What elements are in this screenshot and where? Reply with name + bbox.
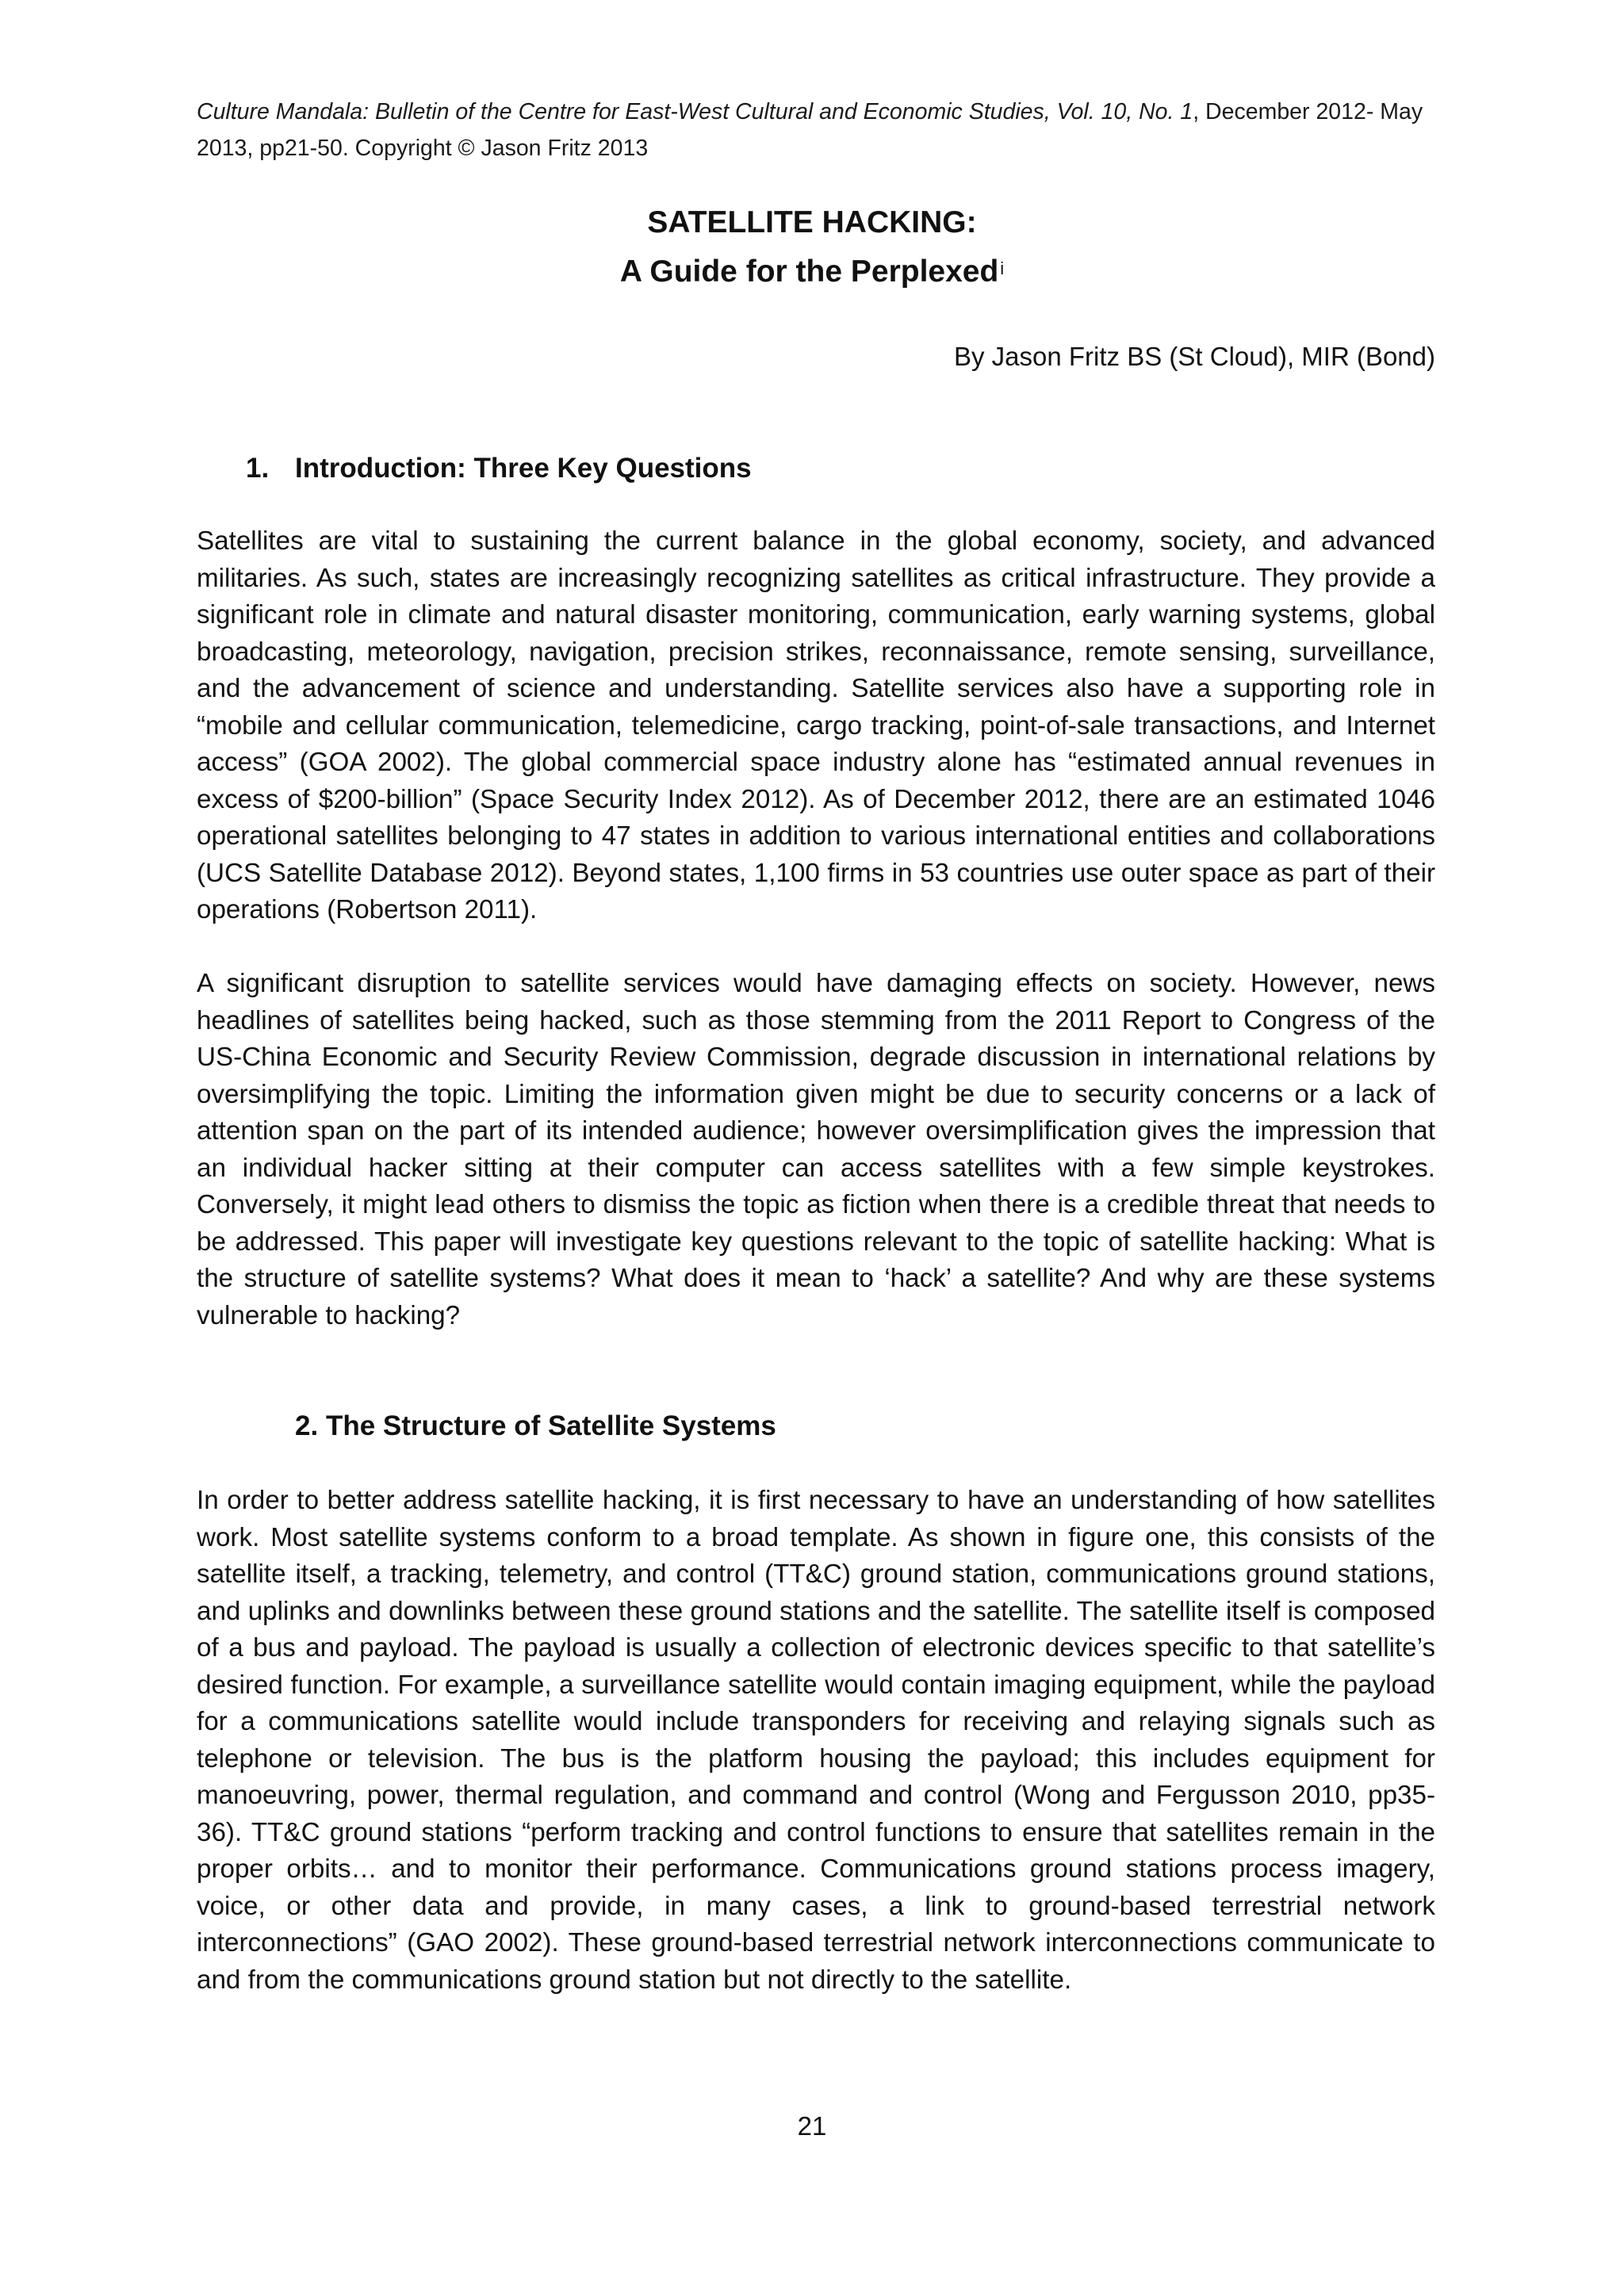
section-1-title: Introduction: Three Key Questions xyxy=(295,453,752,484)
section-1-paragraph-1: Satellites are vital to sustaining the current balance in the global economy, society, and advanced militaries. As such, states are increasingly recognizing satellites as critical infrastructure. They provide a significant role in climate and natural disaster monitoring, communication, early warning systems, global broadcasting, meteorology, navigation, precision strikes, reconnaissance, remote sensing, surveillance, and the advancement of science and understanding. Satellite services also have a supporting role in “mobile and cellular communication, telemedicine, cargo tracking, point-of-sale transactions, and Internet access” (GOA 2002). The global commercial space industry alone has “estimated annual revenues in excess of $200-billion” (Space Security Index 2012). As of December 2012, there are an estimated 1046 operational satellites belonging to 47 states in addition to various international entities and collaborations (UCS Satellite Database 2012). Beyond states, 1,100 firms in 53 countries use outer space as part of their operations (Robertson 2011). xyxy=(197,526,1435,924)
section-2-heading xyxy=(295,1408,776,1445)
section-1-paragraph-2: A significant disruption to satellite services would have damaging effects on society. However, news headlines of satellites being hacked, such as those stemming from the 2011 Report to Congress of the US-China Economic and Security Review Commission, degrade discussion in international relations by oversimplifying the topic. Limiting the information given might be due to security concerns or a lack of attention span on the part of its intended audience; however oversimplification gives the impression that an individual hacker sitting at their computer can access satellites with a few simple keystrokes. Conversely, it might lead others to dismiss the topic as fiction when there is a credible threat that needs to be addressed. This paper will investigate key questions relevant to the topic of satellite hacking: What is the structure of satellite systems? What does it mean to ‘hack’ a satellite? And why are these systems vulnerable to hacking? xyxy=(197,969,1435,1330)
section-1-heading xyxy=(246,450,752,487)
section-2-title: The Structure of Satellite Systems xyxy=(325,1410,776,1441)
title-line-1: SATELLITE HACKING: xyxy=(647,205,977,239)
citation-details: , December 2012- May 2013, pp21-50. Copyright © Jason Fritz 2013 xyxy=(197,99,1423,161)
title-line-2 xyxy=(0,247,1624,297)
section-2-number: 2. xyxy=(295,1410,319,1441)
header-citation xyxy=(197,94,1434,166)
page-number: 21 xyxy=(797,2111,827,2141)
author-byline: By Jason Fritz BS (St Cloud), MIR (Bond) xyxy=(953,342,1435,371)
citation-journal: Culture Mandala: Bulletin of the Centre for East-West Cultural and Economic Studies, Vol. 10, No. 1 xyxy=(197,99,1193,124)
endnote-marker[interactable]: i xyxy=(1000,258,1005,278)
section-2-paragraph-1: In order to better address satellite hacking, it is first necessary to have an understanding of how satellites work. Most satellite systems conform to a broad template. As shown in figure one, this consists of the satellite itself, a tracking, telemetry, and control (TT&C) ground station, communications ground stations, and uplinks and downlinks between these ground stations and the satellite. The satellite itself is composed of a bus and payload. The payload is usually a collection of electronic devices specific to that satellite’s desired function. For example, a surveillance satellite would contain imaging equipment, while the payload for a communications satellite would include transponders for receiving and relaying signals such as telephone or television. The bus is the platform housing the payload; this includes equipment for manoeuvring, power, thermal regulation, and command and control (Wong and Fergusson 2010, pp35-36). TT&C ground stations “perform tracking and control functions to ensure that satellites remain in the proper orbits… and to monitor their performance. Communications ground stations process imagery, voice, or other data and provide, in many cases, a link to ground-based terrestrial network interconnections” (GAO 2002). These ground-based terrestrial network interconnections communicate to and from the communications ground station but not directly to the satellite. xyxy=(197,1486,1435,1995)
paper-title xyxy=(0,198,1624,297)
section-1-number: 1. xyxy=(246,453,270,484)
title-line-2-text: A Guide for the Perplexed xyxy=(619,254,999,289)
